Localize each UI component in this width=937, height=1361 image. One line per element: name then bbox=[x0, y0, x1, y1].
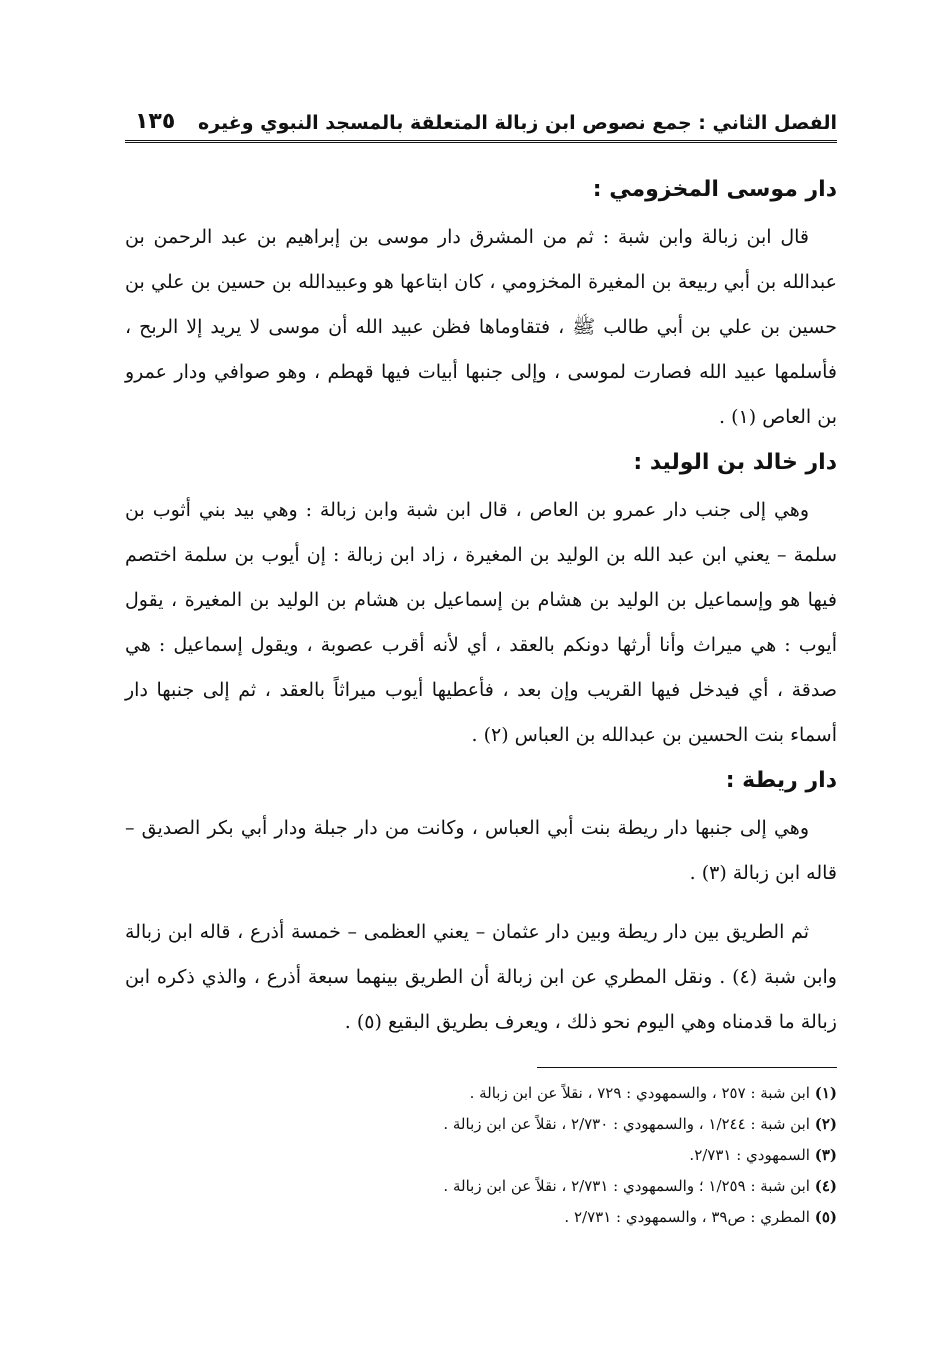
footnote-text: ابن شبة : ١/٢٤٤ ، والسمهودي : ٢/٧٣٠ ، نقلاً عن ابن زبالة . bbox=[443, 1115, 810, 1133]
footnote-item bbox=[125, 1109, 837, 1140]
footnote-divider bbox=[537, 1067, 837, 1068]
footnote-text: المطري : ص٣٩ ، والسمهودي : ٢/٧٣١ . bbox=[564, 1208, 810, 1226]
footnote-text: ابن شبة : ١/٢٥٩ ؛ والسمهودي : ٢/٧٣١ ، نقلاً عن ابن زبالة . bbox=[443, 1177, 810, 1195]
footnote-number: (١) bbox=[814, 1084, 837, 1102]
footnote-number: (٢) bbox=[814, 1115, 837, 1133]
footnote-text: ابن شبة : ٢٥٧ ، والسمهودي : ٧٢٩ ، نقلاً عن ابن زبالة . bbox=[469, 1084, 810, 1102]
footnote-item bbox=[125, 1078, 837, 1109]
paragraph-khalid: وهي إلى جنب دار عمرو بن العاص ، قال ابن شبة وابن زبالة : وهي بيد بني أثوب بن سلمة – يعني ابن عبد الله بن الوليد بن المغيرة ، زاد ابن زبالة : إن أيوب بن سلمة اختصم فيها هو وإسماعيل بن الوليد بن هشام بن إسماعيل بن هشام بن الوليد بن المغيرة ، يقول أيوب : هي ميراث وأنا أرثها دونكم بالعقد ، أي لأنه أقرب عصوبة ، ويقول إسماعيل : هي صدقة ، أي فيدخل فيها القريب وإن بعد ، فأعطيها أيوب ميراثاً بالعقد ، ثم إلى جنبها دار أسماء بنت الحسين بن عبدالله بن العباس (٢) . bbox=[125, 499, 837, 746]
section-heading-raita: دار ريطة : bbox=[725, 768, 837, 793]
running-header bbox=[125, 90, 837, 143]
section-heading-musa: دار موسى المخزومي : bbox=[592, 177, 837, 202]
footnote-number: (٤) bbox=[814, 1177, 837, 1195]
paragraph-raita-1: وهي إلى جنبها دار ريطة بنت أبي العباس ، وكانت من دار جبلة ودار أبي بكر الصديق – قاله ابن زبالة (٣) . bbox=[125, 817, 837, 884]
footnotes bbox=[125, 1078, 837, 1233]
footnote-item bbox=[125, 1171, 837, 1202]
paragraph-musa: قال ابن زبالة وابن شبة : ثم من المشرق دار موسى بن إبراهيم بن عبد الرحمن بن عبدالله بن أبي ربيعة بن المغيرة المخزومي ، كان ابتاعها هو وعبيدالله بن حسين بن علي بن حسين بن علي بن أبي طالب ﷺ ، فتقاوماها فظن عبيد الله أن موسى لا يريد إلا الربح ، فأسلمها عبيد الله فصارت لموسى ، وإلى جنبها أبيات فيها قهطم ، وهو صوافي ودار عمرو بن العاص (١) . bbox=[125, 226, 837, 428]
page-body bbox=[125, 171, 837, 1045]
section-heading-khalid: دار خالد بن الوليد : bbox=[633, 450, 837, 475]
footnote-number: (٥) bbox=[814, 1208, 837, 1226]
footnote-text: السمهودي : ٢/٧٣١. bbox=[689, 1146, 810, 1164]
chapter-title: الفصل الثاني : جمع نصوص ابن زبالة المتعلقة بالمسجد النبوي وغيره bbox=[197, 112, 837, 134]
page-number: ١٣٥ bbox=[135, 109, 176, 134]
footnote-item bbox=[125, 1202, 837, 1233]
book-page bbox=[125, 90, 837, 1290]
footnote-item bbox=[125, 1140, 837, 1171]
paragraph-raita-2: ثم الطريق بين دار ريطة وبين دار عثمان – يعني العظمى – خمسة أذرع ، قاله ابن زبالة وابن شبة (٤) . ونقل المطري عن ابن زبالة أن الطريق بينهما سبعة أذرع ، والذي ذكره ابن زبالة ما قدمناه وهي اليوم نحو ذلك ، ويعرف بطريق البقيع (٥) . bbox=[125, 921, 837, 1033]
footnote-number: (٣) bbox=[814, 1146, 837, 1164]
